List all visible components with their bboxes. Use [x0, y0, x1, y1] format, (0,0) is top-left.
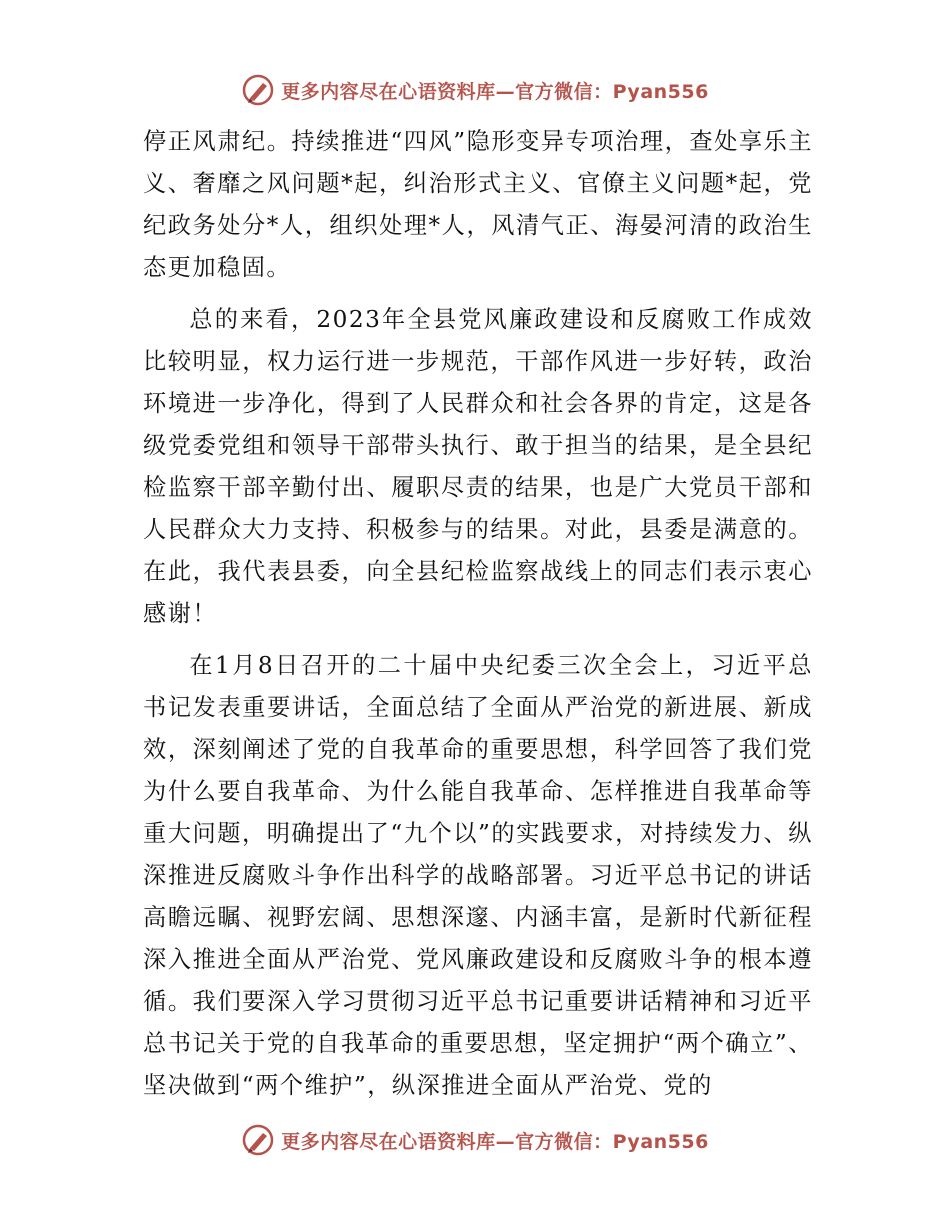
pen-logo-icon — [241, 73, 275, 107]
header-banner-text: 更多内容尽在心语资料库—官方微信：Pyan556 — [281, 80, 709, 103]
pen-logo-icon — [241, 1123, 275, 1157]
paragraph-3: 在1月8日召开的二十届中央纪委三次全会上，习近平总书记发表重要讲话，全面总结了全面从严治党的新进展、新成效，深刻阐述了党的自我革命的重要思想，科学回答了我们党为什么要自我革命、为什么能自我革命、怎样推进自我革命等重大问题，明确提出了“九个以”的实践要求，对持续发力、纵深推进反腐败斗争作出科学的战略部署。习近平总书记的讲话高瞻远瞩、视野宏阔、思想深邃、内涵丰富，是新时代新征程深入推进全面从严治党、党风廉政建设和反腐败斗争的根本遵循。我们要深入学习贯彻习近平总书记重要讲话精神和习近平总书记关于党的自我革命的重要思想，坚定拥护“两个确立”、坚决做到“两个维护”，纵深推进全面从严治党、党的 — [143, 652, 813, 1099]
footer-banner — [0, 1120, 950, 1160]
paragraph-1: 停正风肃纪。持续推进“四风”隐形变异专项治理，查处享乐主义、奢靡之风问题*起，纠治形式主义、官僚主义问题*起，党纪政务处分*人，组织处理*人，风清气正、海晏河清的政治生态更加稳固。 — [143, 128, 813, 281]
header-banner — [0, 70, 950, 110]
paragraph-2: 总的来看，2023年全县党风廉政建设和反腐败工作成效比较明显，权力运行进一步规范，干部作风进一步好转，政治环境进一步净化，得到了人民群众和社会各界的肯定，这是各级党委党组和领导干部带头执行、敢于担当的结果，是全县纪检监察干部辛勤付出、履职尽责的结果，也是广大党员干部和人民群众大力支持、积极参与的结果。对此，县委是满意的。在此，我代表县委，向全县纪检监察战线上的同志们表示衷心感谢！ — [143, 306, 813, 627]
document-body — [143, 121, 813, 1117]
footer-banner-text: 更多内容尽在心语资料库—官方微信：Pyan556 — [281, 1130, 709, 1153]
